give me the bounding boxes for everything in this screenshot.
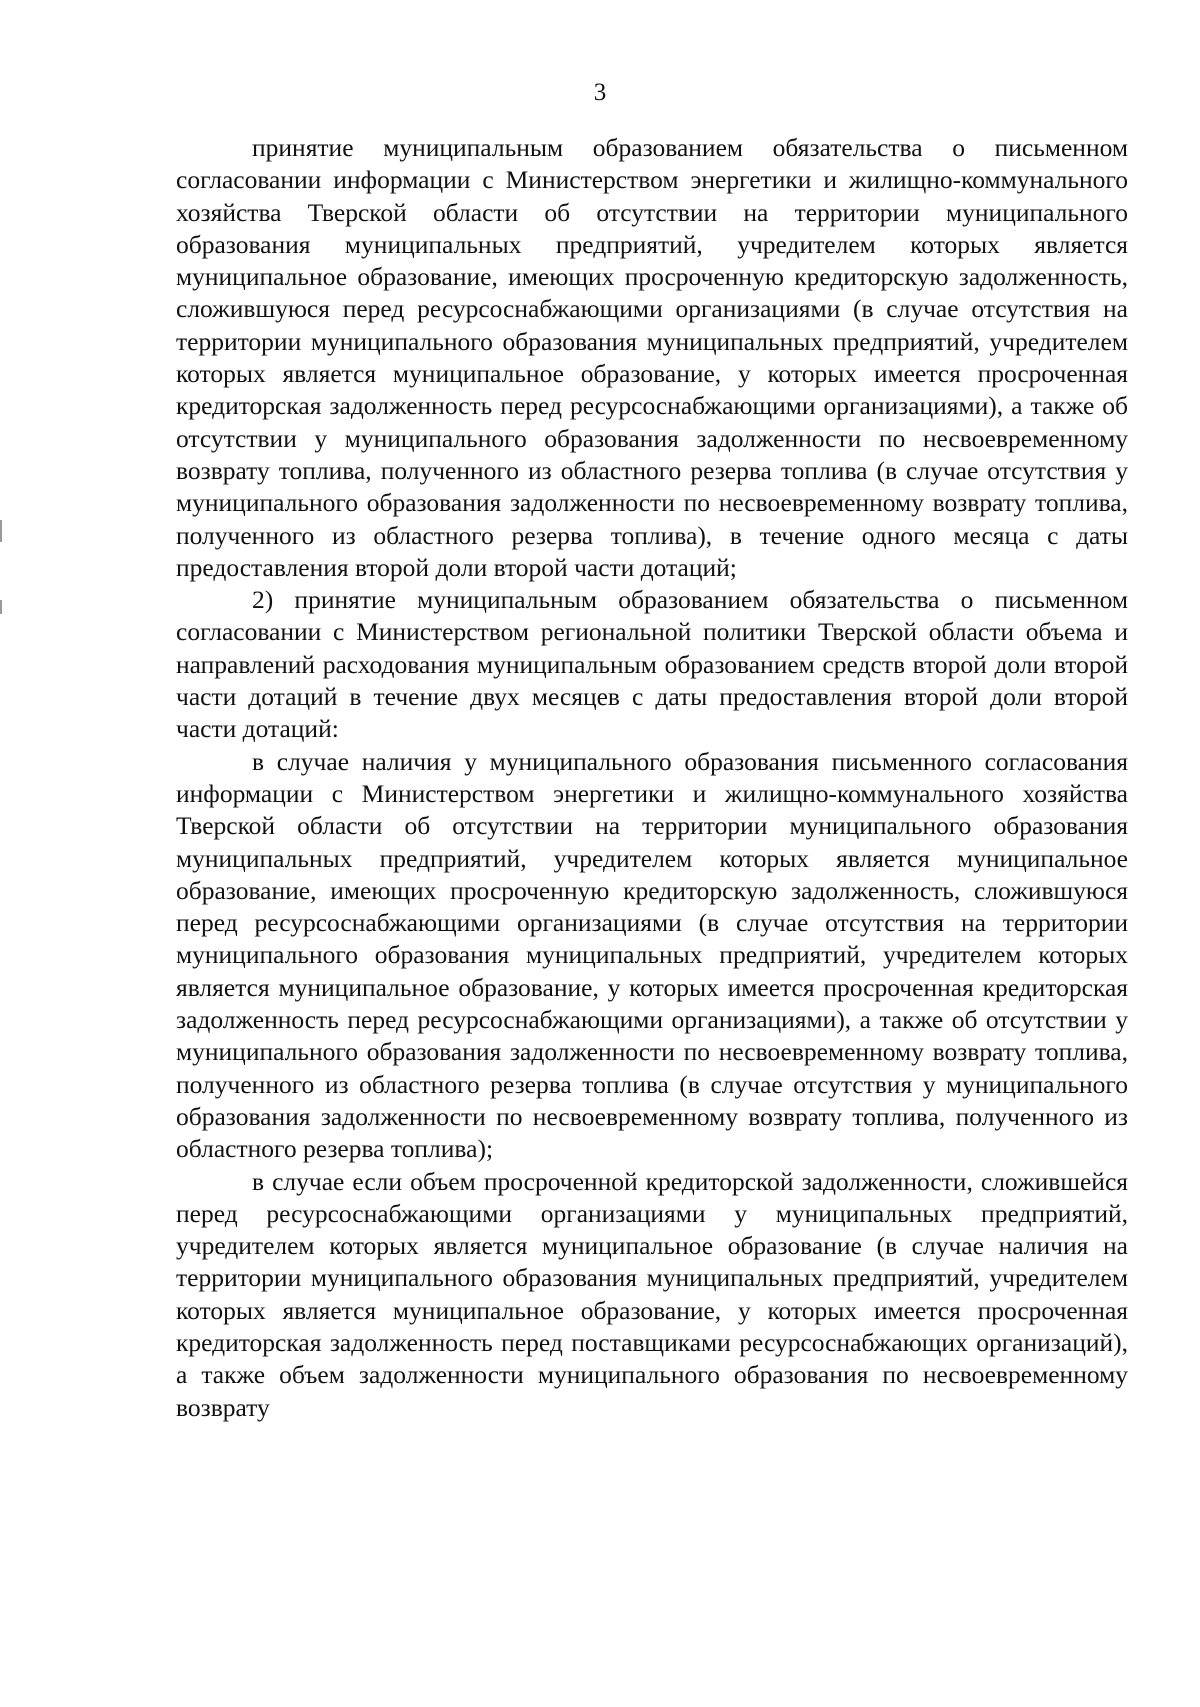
paragraph-case-agreement-present: в случае наличия у муниципального образования письменного согласования информации с Министерством энергетики и жилищно-коммунального хозяйства Тверской области об отсутствии на территории муниципального образования муниципальных предприятий, учредителем которых является муниципальное образование, имеющих просроченную кредиторскую задолженность, сложившуюся перед ресурсоснабжающими организациями (в случае отсутствия на территории муниципального образования муниципальных предприятий, учредителем которых является муниципальное образование, у которых имеется просроченная кредиторская задолженность перед ресурсоснабжающими организациями), а также об отсутствии у муниципального образования задолженности по несвоевременному возврату топлива, полученного из областного резерва топлива (в случае отсутствия у муниципального образования задолженности по несвоевременному возврату топлива, полученного из областного резерва топлива); (176, 746, 1128, 1164)
paragraph-case-debt-volume: в случае если объем просроченной кредиторской задолженности, сложившейся перед ресурсоснабжающими организациями у муниципальных предприятий, учредителем которых является муниципальное образование (в случае наличия на территории муниципального образования муниципальных предприятий, учредителем которых является муниципальное образование, у которых имеется просроченная кредиторская задолженность перед поставщиками ресурсоснабжающих организаций), а также объем задолженности муниципального образования по несвоевременному возврату (176, 1166, 1128, 1422)
scan-edge-mark (0, 520, 2, 542)
scan-edge-mark (0, 600, 2, 614)
paragraph-obligation-energy-ministry: принятие муниципальным образованием обязательства о письменном согласовании информации с Министерством энергетики и жилищно-коммунального хозяйства Тверской области об отсутствии на территории муниципального образования муниципальных предприятий, учредителем которых является муниципальное образование, имеющих просроченную кредиторскую задолженность, сложившуюся перед ресурсоснабжающими организациями (в случае отсутствия на территории муниципального образования муниципальных предприятий, учредителем которых является муниципальное образование, у которых имеется просроченная кредиторская задолженность перед ресурсоснабжающими организациями), а также об отсутствии у муниципального образования задолженности по несвоевременному возврату топлива, полученного из областного резерва топлива (в случае отсутствия у муниципального образования задолженности по несвоевременному возврату топлива, полученного из областного резерва топлива), в течение одного месяца с даты предоставления второй доли второй части дотаций; (176, 133, 1128, 582)
page-number: 3 (593, 79, 607, 106)
document-body (176, 132, 1128, 1424)
paragraph-item-2-regional-policy: 2) принятие муниципальным образованием обязательства о письменном согласовании с Министерством региональной политики Тверской области объема и направлений расходования муниципальным образованием средств второй доли второй части дотаций в течение двух месяцев с даты предоставления второй доли второй части дотаций: (176, 585, 1128, 744)
